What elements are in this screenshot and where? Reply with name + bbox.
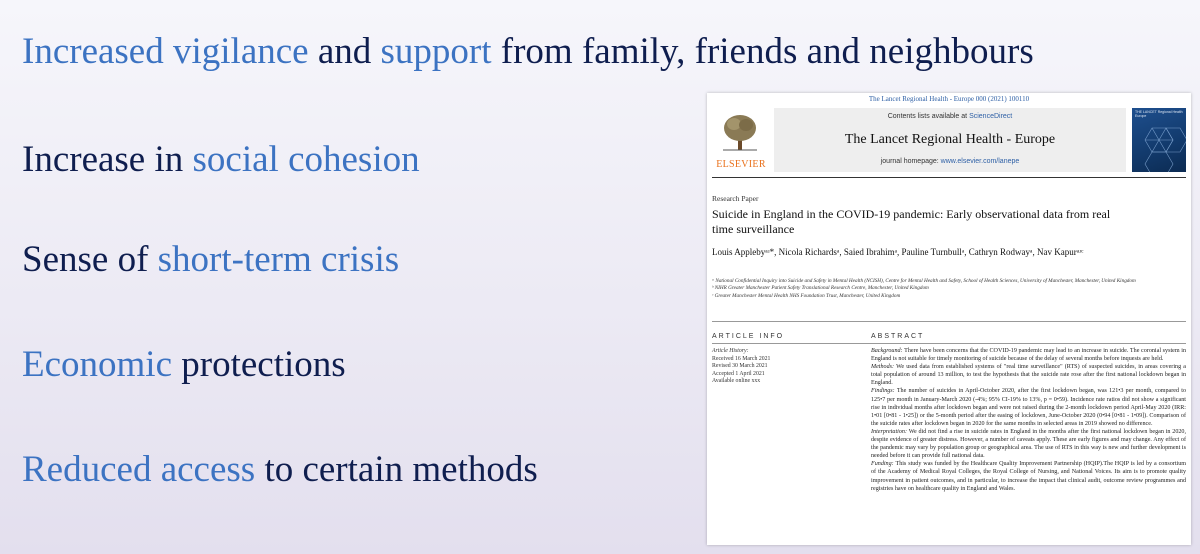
masthead-rule (712, 177, 1186, 178)
abstract-interpretation-text: We did not find a rise in suicide rates in England in the months after the first national lockdown began in 2020, despite evidence of greater distress. However, a number of caveats apply. These are early figures and may change. Any effect of the pandemic may vary by population group or geographical area. The use of RTS in this way is new and further development is needed before it can provide full national data. (871, 428, 1186, 460)
point-short-term-crisis (22, 238, 399, 282)
abstract-methods-text: We used data from established systems of "real time surveillance" (RTS) of suspected suicides, in areas covering a total population of around 13 million, to test the hypothesis that the suicide rate rose after the first national lockdown began in England. (871, 364, 1186, 387)
abstract-interpretation-label: Interpretation: (871, 428, 907, 435)
abstract-findings (871, 387, 1186, 427)
history-title: Article History: (712, 348, 749, 354)
elsevier-logo (712, 108, 770, 172)
point-1-part-3: support (380, 31, 492, 72)
paper-masthead (712, 108, 1186, 172)
paper-screenshot (707, 93, 1191, 545)
cover-graphic-icon (1132, 108, 1186, 172)
contents-availability (774, 113, 1126, 120)
journal-cover-thumbnail (1132, 108, 1186, 172)
article-info-heading: ARTICLE INFO (712, 333, 785, 340)
affiliation-c: ᶜ Greater Manchester Mental Health NHS Foundation Trust, Manchester, United Kingdom (712, 292, 901, 299)
paper-type: Research Paper (712, 194, 759, 203)
point-reduced-access (22, 448, 538, 492)
point-2-part-1: Increase in (22, 139, 193, 180)
abstract-funding-text: This study was funded by the Healthcare Quality Improvement Partnership (HQIP).The HQIP is led by a consortium of the Academy of Medical Royal Colleges, the Royal College of Nursing, and National Voices. Its aim is to promote quality improvement in patient outcomes, and in particular, to increase the impact that clinical audit, outcome review programmes and registries have on healthcare quality in England and Wales. (871, 461, 1186, 492)
abstract-body (871, 347, 1186, 493)
point-1-part-4: from family, friends and neighbours (491, 31, 1034, 72)
history-received: Received 16 March 2021 (712, 355, 771, 362)
abstract-background (871, 347, 1186, 363)
article-history (712, 348, 862, 386)
point-social-cohesion (22, 138, 420, 182)
point-vigilance-support (22, 30, 1034, 74)
point-2-part-2: social cohesion (192, 139, 420, 180)
abstract-background-label: Background: (871, 348, 903, 354)
abstract-interpretation (871, 428, 1186, 460)
abstract-methods-label: Methods: (871, 364, 895, 371)
homepage-prefix: journal homepage: (880, 158, 941, 165)
abstract-methods (871, 363, 1186, 387)
paper-title: Suicide in England in the COVID-19 pandemic: Early observational data from real time surveillance (712, 207, 1111, 236)
elsevier-tree-icon (721, 112, 759, 152)
journal-name: The Lancet Regional Health - Europe (844, 132, 1056, 147)
point-5-part-2: to certain methods (255, 449, 538, 490)
elsevier-wordmark: ELSEVIER (716, 159, 766, 170)
cover-label: THE LANCET Regional Health Europe (1135, 110, 1183, 118)
journal-homepage (774, 158, 1126, 165)
abstract-findings-label: Findings: (871, 388, 895, 395)
affiliation-b: ᵇ NIHR Greater Manchester Patient Safety Translational Research Centre, Manchester, United Kingdom (712, 285, 929, 292)
paper-authors: Louis Applebyᵃʴ*, Nicola Richardsᵃ, Saied Ibrahimᵃ, Pauline Turnbullᵃ, Cathryn Rodwayᵃ, Nav Kapurᵃʴᶜ (712, 247, 1084, 257)
point-economic-protections (22, 343, 346, 387)
affiliation-a: ᵃ National Confidential Inquiry into Suicide and Safety in Mental Health (NCISH), Centre for Mental Health and Safety, School of Health Sciences, University of Manchester, Manchester, United Kingdom (712, 278, 1136, 284)
abstract-funding-label: Funding: (871, 461, 894, 468)
history-accepted: Accepted 1 April 2021 (712, 370, 765, 377)
abstract-findings-text: The number of suicides in April-October 2020, after the first lockdown began, was 121•3 per month, compared to 125•7 per month in January-March 2020 (-4%; 95% CI-19% to 13%, p = 0•59). Incidence rate ratios did not show a significant rise in individual months after lockdown began and were not raised during the 2-month lockdown period April-May 2020 (IRR: 1•01 [0•81 - 1•25]) or the 5-month period after the easing of lockdown, June-October 2020 (0•94 [0•81 - 1•09]). Comparison of the suicide rates after lockdown began in 2020 for the same months in selected areas in 2019 showed no difference. (871, 388, 1186, 427)
point-1-part-2: and (308, 31, 381, 72)
sciencedirect-link[interactable]: ScienceDirect (969, 113, 1013, 120)
contents-prefix: Contents lists available at (887, 113, 970, 120)
paper-affiliations (712, 278, 1172, 300)
point-3-part-1: Sense of (22, 239, 158, 280)
point-3-part-2: short-term crisis (157, 239, 400, 280)
journal-banner (774, 108, 1126, 172)
point-1-part-1: Increased vigilance (22, 31, 309, 72)
history-revised: Revised 30 March 2021 (712, 363, 768, 370)
point-4-part-2: protections (172, 344, 346, 385)
affiliations-rule (712, 321, 1186, 322)
section-rule (712, 343, 1186, 344)
abstract-funding (871, 460, 1186, 492)
abstract-background-text: There have been concerns that the COVID-19 pandemic may lead to an increase in suicide. The coronial system in England is not suitable for timely monitoring of suicide because of the delay of several months before inquests are held. (871, 348, 1186, 363)
homepage-link[interactable]: www.elsevier.com/lanepe (940, 158, 1020, 165)
point-4-part-1: Economic (22, 344, 173, 385)
point-5-part-1: Reduced access (22, 449, 256, 490)
abstract-heading: ABSTRACT (871, 333, 925, 340)
journal-citation: The Lancet Regional Health - Europe 000 (2021) 100110 (868, 95, 1030, 103)
history-online: Available online xxx (712, 378, 761, 385)
